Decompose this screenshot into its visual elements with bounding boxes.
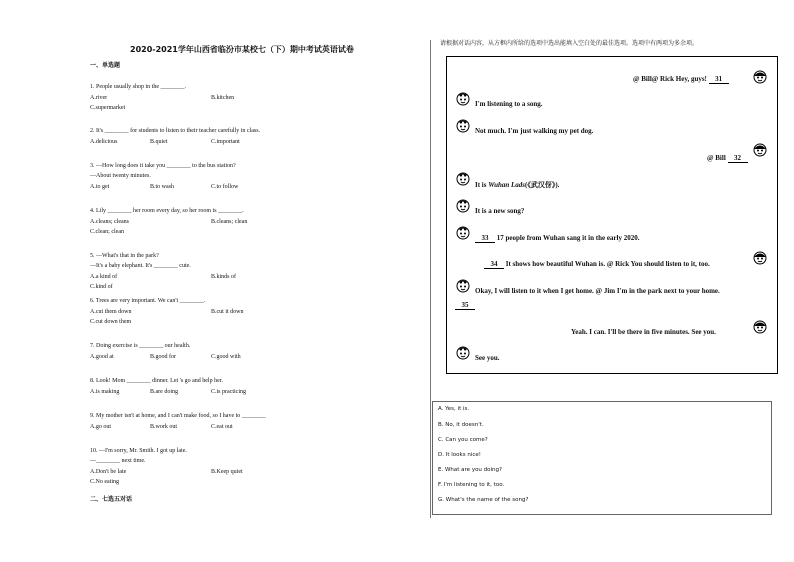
chat-line-10	[455, 301, 475, 310]
boy-avatar-icon	[455, 224, 471, 240]
option-a-choice[interactable]: A.delicious	[90, 139, 118, 145]
question-stem: 6. Trees are very important. We can't ________.	[90, 298, 206, 304]
option-e[interactable]: E. What are you doing?	[438, 467, 502, 473]
option-c-choice[interactable]: C.eat out	[211, 424, 233, 430]
option-b-choice[interactable]: B.to wash	[150, 184, 174, 190]
boy-avatar-icon	[455, 344, 471, 360]
option-b-choice[interactable]: B.cut it down	[211, 309, 244, 315]
option-a-choice[interactable]: A.go out	[90, 424, 111, 430]
chat-line-8: 34 It shows how beautiful Wuhan is. @ Rick You should listen to it, too.	[484, 260, 710, 269]
boy-avatar-icon	[455, 117, 471, 133]
boy-avatar-icon	[455, 197, 471, 213]
blank-32[interactable]: 32	[728, 154, 748, 163]
option-a-choice[interactable]: A.is making	[90, 389, 120, 395]
options-box	[432, 401, 772, 515]
section-heading-2: 二、七选五对话	[90, 496, 133, 503]
option-a-choice[interactable]: A.to get	[90, 184, 110, 190]
question-stem: 7. Doing exercise is ________ our health.	[90, 343, 191, 349]
chat-line-1: @ Bill@ Rick Hey, guys! 31	[633, 75, 729, 84]
boy-avatar-icon	[455, 277, 471, 293]
option-b-choice[interactable]: B.good for	[150, 354, 176, 360]
option-b-choice[interactable]: B.are doing	[150, 389, 178, 395]
option-c[interactable]: C. Can you come?	[438, 437, 488, 443]
question-stem: 2. It's ________ for students to listen to their teacher carefully in class.	[90, 128, 261, 134]
chat-line-5: It is Wuhan Lads(《武汉伢》).	[475, 181, 560, 189]
question-stem: 4. Lily ________ her room every day, so her room is ________.	[90, 208, 244, 214]
option-b-choice[interactable]: B.kitchen	[211, 95, 235, 101]
girl-avatar-icon	[752, 68, 768, 84]
option-c-choice[interactable]: C.cut down them	[90, 319, 132, 325]
option-c-choice[interactable]: C.clean; clean	[90, 229, 124, 235]
option-a-choice[interactable]: A.Don't be late	[90, 469, 127, 475]
option-c-choice[interactable]: C.kind of	[90, 284, 113, 290]
column-divider	[430, 40, 431, 518]
option-c-choice[interactable]: C.is practicing	[211, 389, 246, 395]
question-stem: 5. —What's that in the park?	[90, 253, 159, 259]
option-c-choice[interactable]: C.important	[211, 139, 240, 145]
option-b-choice[interactable]: B.cleans; clean	[211, 219, 248, 225]
option-b-choice[interactable]: B.kinds of	[211, 274, 237, 280]
question-stem-line2: —It's a baby elephant. It's ________ cute.	[90, 263, 191, 269]
option-b-choice[interactable]: B.work out	[150, 424, 177, 430]
boy-avatar-icon	[455, 170, 471, 186]
option-f[interactable]: F. I'm listening to it, too.	[438, 482, 505, 488]
option-d[interactable]: D. It looks nice!	[438, 452, 481, 458]
chat-line-6: It is a new song?	[475, 207, 525, 215]
option-a-choice[interactable]: A.good at	[90, 354, 114, 360]
blank-34[interactable]: 34	[484, 260, 504, 269]
option-a-choice[interactable]: A.river	[90, 95, 108, 101]
option-a[interactable]: A. Yes, it is.	[438, 406, 470, 412]
blank-31[interactable]: 31	[709, 75, 729, 84]
page-title: 2020-2021学年山西省临汾市某校七（下）期中考试英语试卷	[130, 45, 354, 54]
girl-avatar-icon	[752, 318, 768, 334]
blank-33[interactable]: 33	[475, 234, 495, 243]
blank-35[interactable]: 35	[455, 301, 475, 310]
option-b[interactable]: B. No, it doesn't.	[438, 422, 484, 428]
instruction-text: 请根据对话内容，从方框内所给的选项中选出能填入空白处的最佳选项。选项中有两项为多余项。	[440, 40, 699, 47]
question-stem: 10. —I'm sorry, Mr. Smith. I got up late.	[90, 448, 187, 454]
option-b-choice[interactable]: B.Keep quiet	[211, 469, 243, 475]
option-a-choice[interactable]: A.cut them down	[90, 309, 132, 315]
question-stem-line2: —About twenty minutes.	[90, 173, 151, 179]
question-stem: 8. Look! Mom ________ dinner. Let 's go and help her.	[90, 378, 223, 384]
chat-line-4: @ Bill 32	[707, 154, 748, 163]
girl-avatar-icon	[752, 249, 768, 265]
option-a-choice[interactable]: A.cleans; cleans	[90, 219, 129, 225]
option-c-choice[interactable]: C.good with	[211, 354, 241, 360]
chat-line-9: Okay, I will listen to it when I get home. @ Jim I'm in the park next to your home.	[475, 287, 720, 295]
chat-line-2: I'm listening to a song.	[475, 100, 543, 108]
question-stem: 1. People usually shop in the ________.	[90, 84, 186, 90]
option-c-choice[interactable]: C.to follow	[211, 184, 239, 190]
chat-line-3: Not much. I'm just walking my pet dog.	[475, 127, 594, 135]
option-c-choice[interactable]: C.No eating	[90, 479, 119, 485]
question-stem: 9. My mother isn't at home, and I can't make food, so I have to ________	[90, 413, 266, 419]
girl-avatar-icon	[752, 141, 768, 157]
question-stem: 3. —How long does it take you ________ to the bus station?	[90, 163, 236, 169]
chat-line-12: See you.	[475, 354, 500, 362]
section-heading-1: 一、单选题	[90, 62, 121, 69]
boy-avatar-icon	[455, 90, 471, 106]
chat-line-11: Yeah. I can. I'll be there in five minutes. See you.	[571, 328, 716, 336]
option-g[interactable]: G. What's the name of the song?	[438, 497, 529, 503]
option-c-choice[interactable]: C.supermarket	[90, 105, 126, 111]
option-b-choice[interactable]: B.quiet	[150, 139, 168, 145]
option-a-choice[interactable]: A.a kind of	[90, 274, 118, 280]
question-stem-line2: —________ next time.	[90, 458, 146, 464]
chat-line-7: 33 17 people from Wuhan sang it in the early 2020.	[475, 234, 639, 243]
